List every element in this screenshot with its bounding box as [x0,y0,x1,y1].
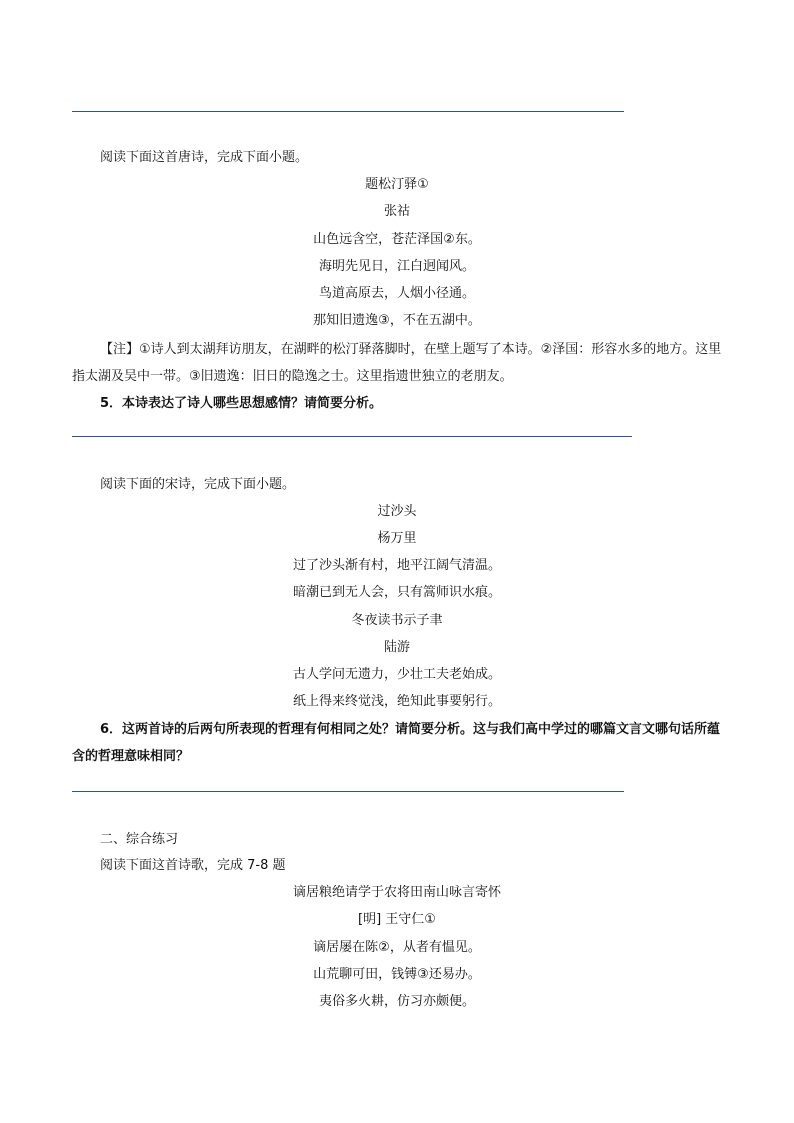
poem-title: 谪居粮绝请学于农将田南山咏言寄怀 [292,885,501,900]
poem-title: 过沙头 [377,504,417,519]
poem-author: [明] 王守仁① [358,912,436,927]
divider-line [72,111,624,112]
poem-author: 张祜 [383,204,410,219]
poem-author: 陆游 [383,640,410,655]
poem-line: 夷俗多火耕，仿习亦颇便。 [318,994,475,1009]
poem-line: 山色远含空，苍茫泽国②东。 [313,232,481,247]
poem-title: 冬夜读书示子聿 [351,613,443,628]
poem-line: 谪居屡在陈②，从者有愠见。 [313,940,481,955]
poem-line: 纸上得来终觉浅，绝知此事要躬行。 [292,694,501,709]
question-5: 5．本诗表达了诗人哪些思想感情？请简要分析。 [100,396,383,411]
poem-title: 题松汀驿① [365,177,429,192]
poem-line: 暗潮已到无人会，只有篙师识水痕。 [292,585,501,600]
section-intro: 阅读下面这首唐诗，完成下面小题。 [100,150,309,165]
section-heading: 二、综合练习 [100,832,179,847]
question-6: 6．这两首诗的后两句所表现的哲理有何相同之处？请简要分析。这与我们高中学过的哪篇文言文哪句话所蕴含的哲理意味相同？ [72,722,721,764]
poem-line: 过了沙头渐有村，地平江阔气清温。 [292,558,501,573]
section-intro: 阅读下面这首诗歌，完成 7-8 题 [100,858,286,873]
poem-line: 山荒聊可田，钱镈③还易办。 [313,967,481,982]
poem-line: 古人学问无遗力，少壮工夫老始成。 [292,667,501,682]
section-intro: 阅读下面的宋诗，完成下面小题。 [100,477,296,492]
poem-note: 【注】①诗人到太湖拜访朋友，在湖畔的松汀驿落脚时，在壁上题写了本诗。②泽国：形容水多的地方。这里指太湖及吴中一带。③旧遗逸：旧日的隐逸之士。这里指遗世独立的老朋友。 [72,342,722,384]
poem-line: 鸟道高原去，人烟小径通。 [318,286,475,301]
poem-line: 那知旧遗逸③，不在五湖中。 [313,313,481,328]
poem-author: 杨万里 [377,531,417,546]
poem-line: 海明先见日，江白迥闻风。 [318,259,475,274]
divider-line [72,791,624,792]
divider-line [72,436,632,437]
